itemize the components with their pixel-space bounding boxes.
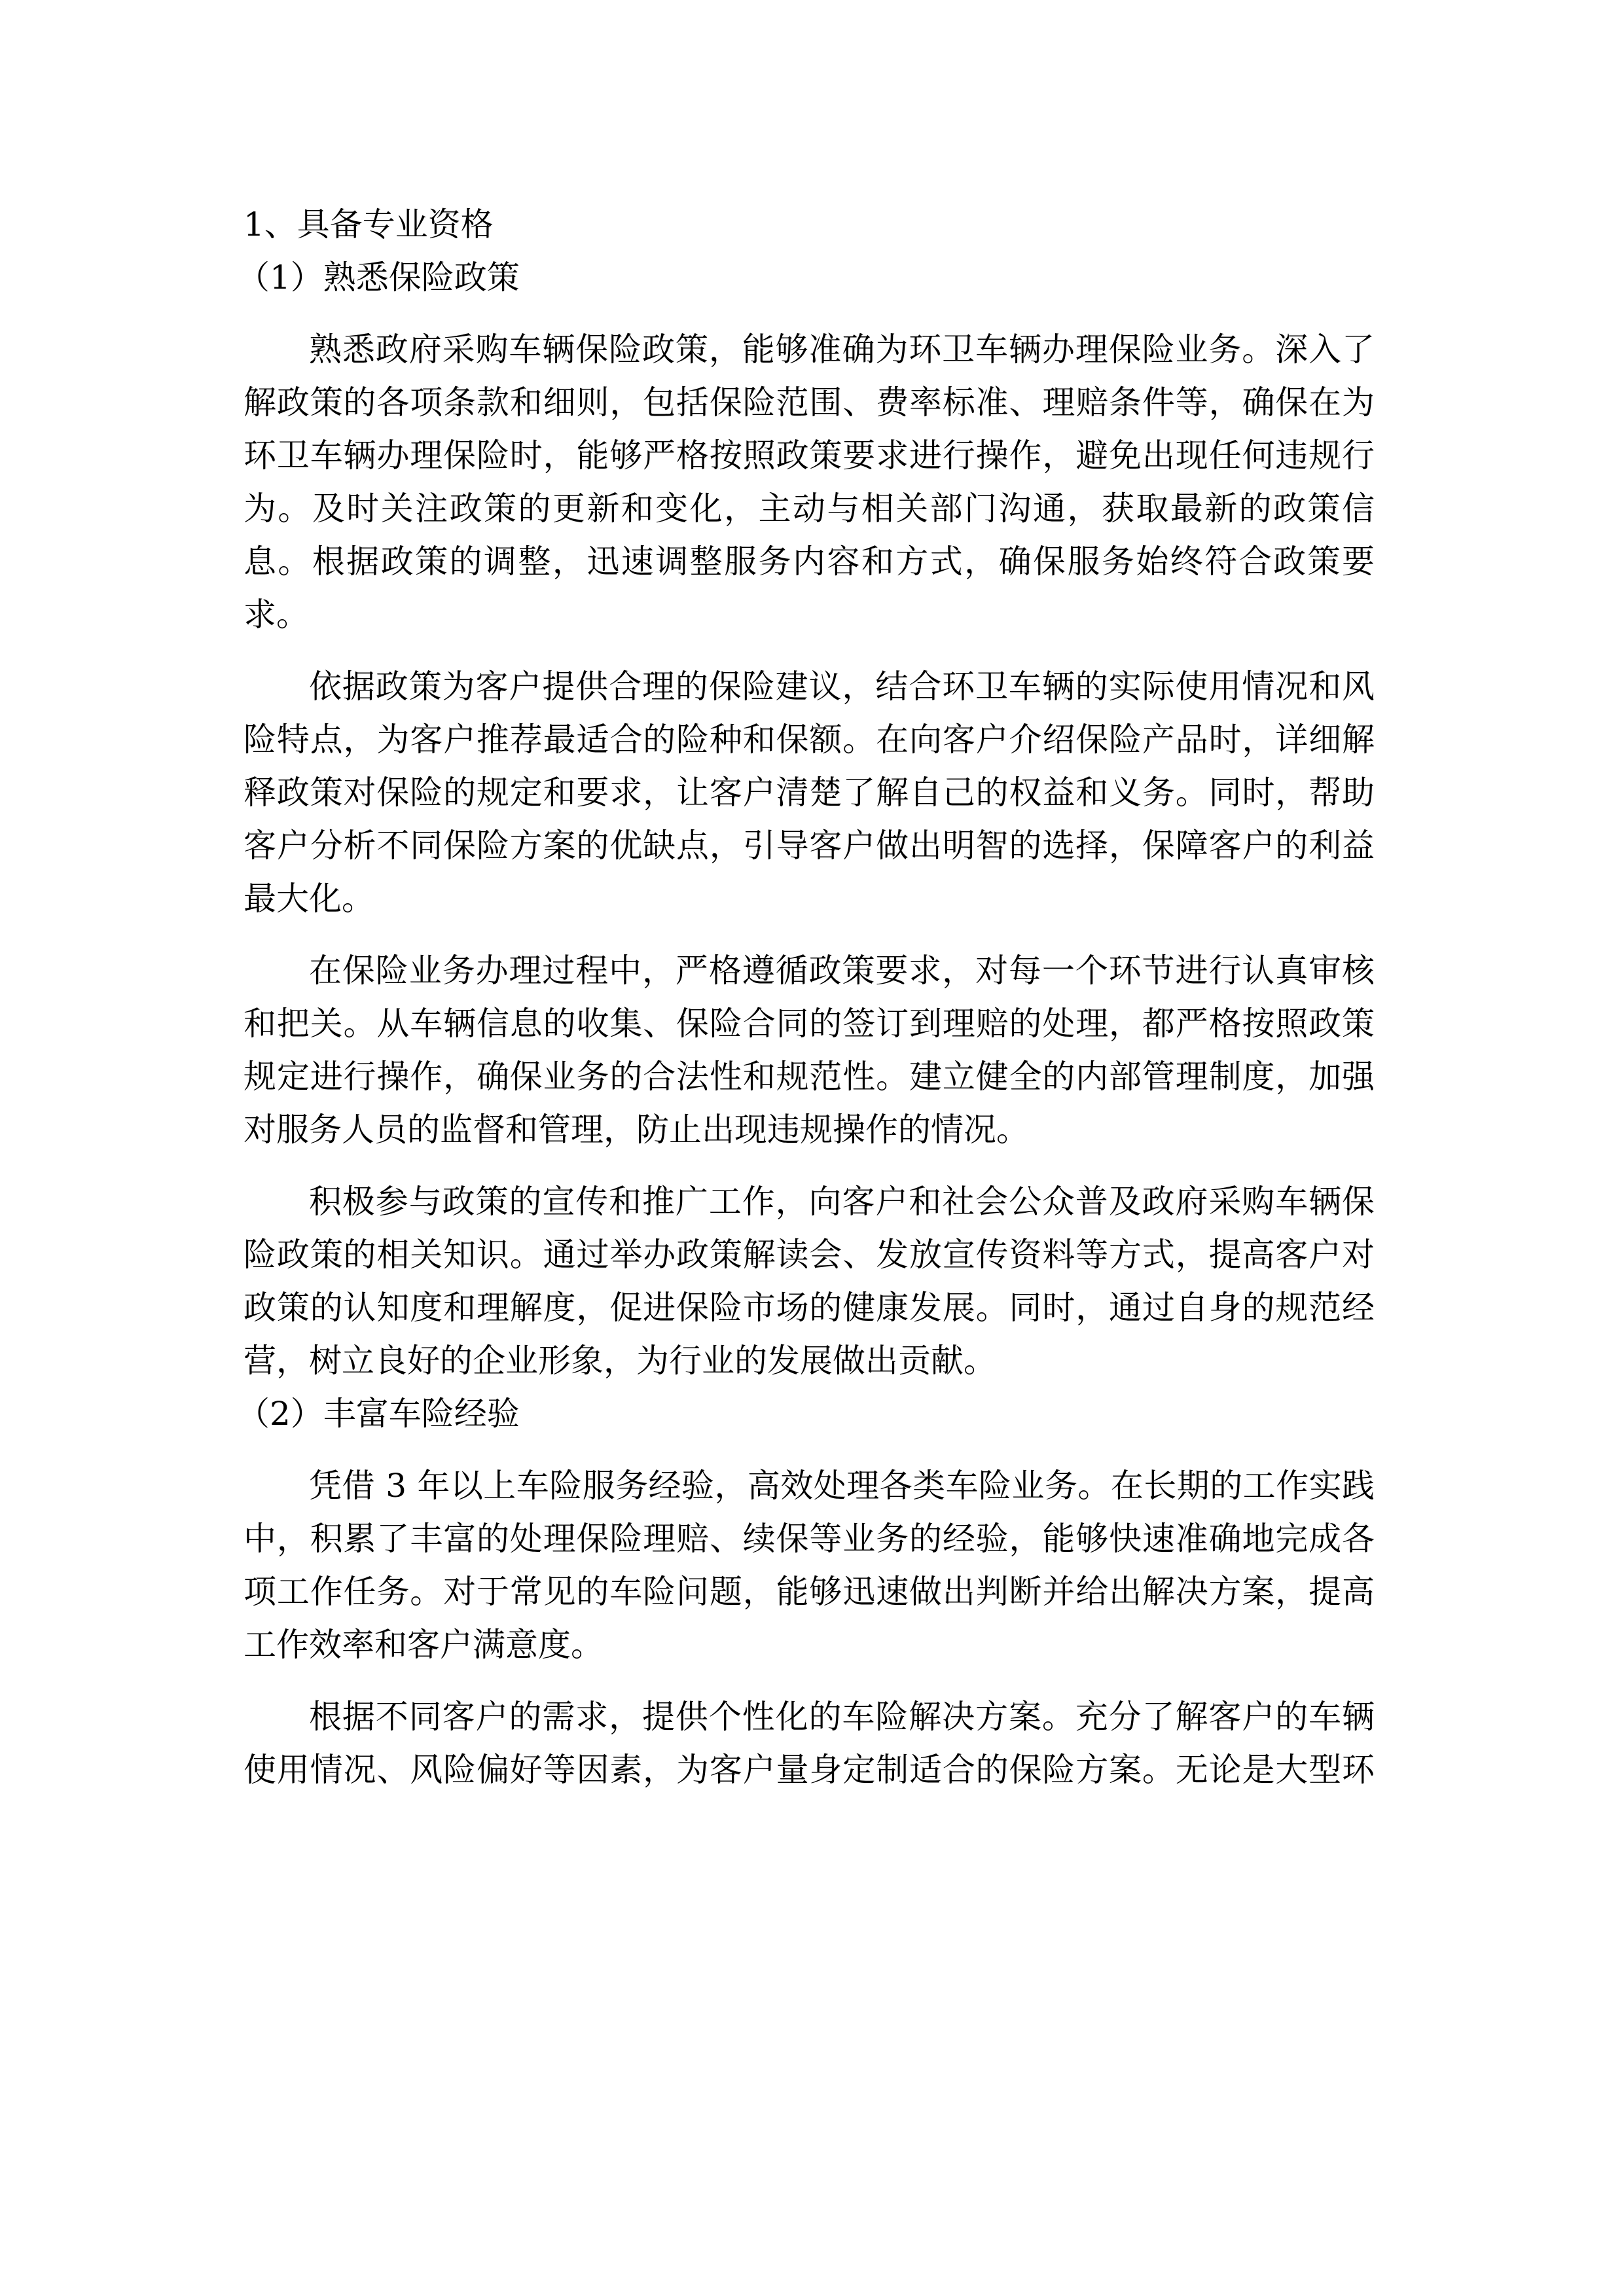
text-line: 客户分析不同保险方案的优缺点，引导客户做出明智的选择，保障客户的利益 bbox=[244, 827, 1375, 865]
text-line: 凭借 3 年以上车险服务经验，高效处理各类车险业务。在长期的工作实践 bbox=[309, 1467, 1375, 1505]
paragraph bbox=[244, 1460, 1375, 1672]
text-line: 息。根据政策的调整，迅速调整服务内容和方式，确保服务始终符合政策要 bbox=[244, 543, 1375, 581]
text-line: 中，积累了丰富的处理保险理赔、续保等业务的经验，能够快速准确地完成各 bbox=[244, 1520, 1375, 1558]
text-line: 为。及时关注政策的更新和变化，主动与相关部门沟通，获取最新的政策信 bbox=[244, 490, 1375, 528]
text-line: 规定进行操作，确保业务的合法性和规范性。建立健全的内部管理制度，加强 bbox=[244, 1058, 1375, 1096]
text-line: 使用情况、风险偏好等因素，为客户量身定制适合的保险方案。无论是大型环 bbox=[244, 1751, 1375, 1789]
text-line: 积极参与政策的宣传和推广工作，向客户和社会公众普及政府采购车辆保 bbox=[309, 1183, 1375, 1221]
subsection-title: （1）熟悉保险政策 bbox=[237, 259, 520, 296]
text-line: 险特点，为客户推荐最适合的险种和保额。在向客户介绍保险产品时，详细解 bbox=[244, 721, 1375, 759]
text-line: 求。 bbox=[244, 596, 309, 634]
subsection-title: （2）丰富车险经验 bbox=[237, 1395, 520, 1433]
text-line: 险政策的相关知识。通过举办政策解读会、发放宣传资料等方式，提高客户对 bbox=[244, 1236, 1375, 1274]
text-line: 政策的认知度和理解度，促进保险市场的健康发展。同时，通过自身的规范经 bbox=[244, 1289, 1375, 1327]
section-title: 1、具备专业资格 bbox=[244, 206, 494, 243]
text-line: 解政策的各项条款和细则，包括保险范围、费率标准、理赔条件等，确保在为 bbox=[244, 384, 1375, 422]
text-line: 环卫车辆办理保险时，能够严格按照政策要求进行操作，避免出现任何违规行 bbox=[244, 437, 1375, 475]
text-line: 根据不同客户的需求，提供个性化的车险解决方案。充分了解客户的车辆 bbox=[309, 1698, 1375, 1736]
document-page bbox=[237, 198, 1375, 1797]
paragraph bbox=[244, 1691, 1375, 1797]
paragraph bbox=[244, 660, 1375, 925]
text-line: 工作效率和客户满意度。 bbox=[244, 1626, 604, 1664]
text-line: 熟悉政府采购车辆保险政策，能够准确为环卫车辆办理保险业务。深入了 bbox=[309, 331, 1375, 368]
text-line: 和把关。从车辆信息的收集、保险合同的签订到理赔的处理，都严格按照政策 bbox=[244, 1005, 1375, 1043]
text-line: 释政策对保险的规定和要求，让客户清楚了解自己的权益和义务。同时，帮助 bbox=[244, 774, 1375, 812]
text-line: 最大化。 bbox=[244, 880, 374, 918]
text-line: 对服务人员的监督和管理，防止出现违规操作的情况。 bbox=[244, 1111, 1029, 1149]
text-line: 项工作任务。对于常见的车险问题，能够迅速做出判断并给出解决方案，提高 bbox=[244, 1573, 1375, 1611]
paragraph bbox=[244, 944, 1375, 1157]
text-line: 在保险业务办理过程中，严格遵循政策要求，对每一个环节进行认真审核 bbox=[309, 952, 1375, 990]
text-line: 依据政策为客户提供合理的保险建议，结合环卫车辆的实际使用情况和风 bbox=[309, 668, 1375, 706]
paragraph bbox=[244, 323, 1375, 641]
text-line: 营，树立良好的企业形象，为行业的发展做出贡献。 bbox=[244, 1342, 996, 1380]
paragraph bbox=[244, 1175, 1375, 1388]
